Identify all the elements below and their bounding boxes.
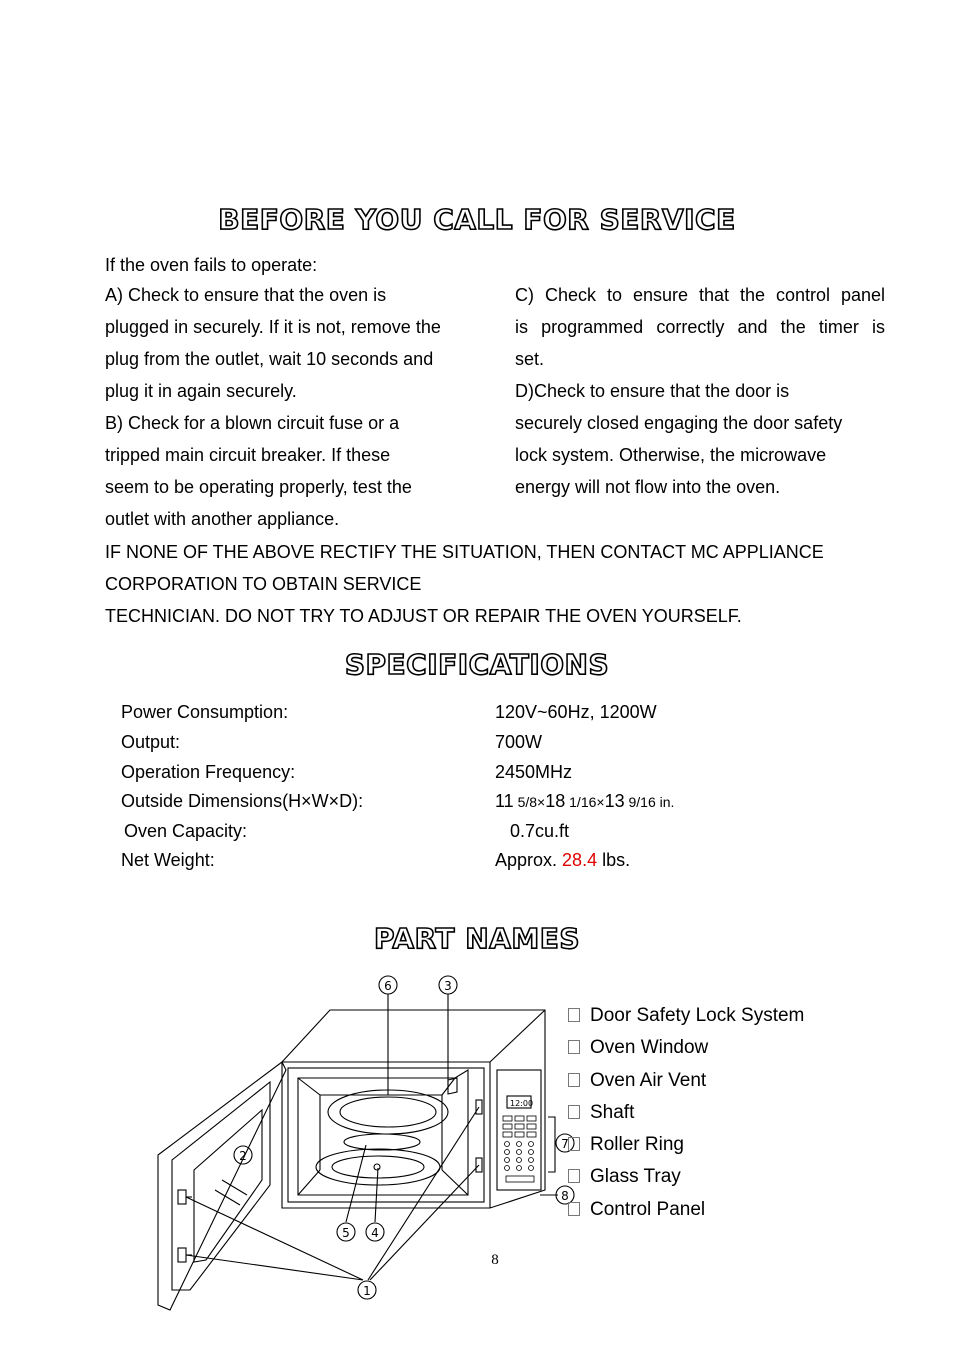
legend-item: [568, 1161, 804, 1193]
panel-display: 12:00: [510, 1099, 534, 1108]
service-left-line: tripped main circuit breaker. If these: [105, 445, 391, 465]
service-right-line: lock system. Otherwise, the microwave: [515, 445, 827, 465]
service-left-line: plug from the outlet, wait 10 seconds and: [105, 349, 434, 369]
specs-title: SPECIFICATIONS: [344, 648, 610, 681]
dimension-depth-fraction: 9/16 in.: [624, 794, 675, 810]
svg-text:6: 6: [384, 979, 392, 993]
spec-label: Net Weight:: [121, 850, 215, 870]
spec-value-weight: [495, 850, 630, 871]
service-footer-line: CORPORATION TO OBTAIN SERVICE: [105, 574, 422, 594]
spec-value: 2450MHz: [495, 762, 573, 782]
spec-value: 0.7cu.ft: [510, 821, 570, 841]
legend-item: [568, 1194, 804, 1226]
service-left-line: plug it in again securely.: [105, 381, 297, 401]
legend-item: [568, 1065, 804, 1097]
legend-label: Door Safety Lock System: [590, 1005, 805, 1026]
service-left-line: B) Check for a blown circuit fuse or a: [105, 413, 400, 433]
service-left-line: plugged in securely. If it is not, remove the: [105, 317, 441, 337]
checkbox-icon: [568, 1137, 580, 1151]
svg-text:3: 3: [444, 979, 452, 993]
spec-label: Operation Frequency:: [121, 762, 296, 782]
service-title: BEFORE YOU CALL FOR SERVICE: [218, 203, 736, 236]
checkbox-icon: [568, 1105, 580, 1119]
svg-text:1: 1: [363, 1284, 371, 1298]
callout-6: [379, 976, 397, 994]
service-right-line: C) Check to ensure that the control panel: [515, 285, 885, 305]
svg-text:2: 2: [239, 1149, 247, 1163]
dimension-width-fraction: 1/16×: [565, 794, 605, 810]
page-number: 8: [491, 1252, 499, 1268]
checkbox-icon: [568, 1073, 580, 1087]
weight-suffix: lbs.: [597, 850, 631, 870]
dimension-height: 11: [495, 791, 514, 811]
service-footer-line: TECHNICIAN. DO NOT TRY TO ADJUST OR REPAIR THE OVEN YOURSELF.: [105, 606, 742, 626]
service-right-line: securely closed engaging the door safety: [515, 413, 843, 433]
legend-label: Roller Ring: [590, 1134, 684, 1156]
spec-label: Oven Capacity:: [124, 821, 248, 841]
svg-text:7: 7: [561, 1137, 569, 1151]
callout-1: [358, 1281, 376, 1299]
service-right-line: energy will not flow into the oven.: [515, 477, 781, 497]
legend-item: [568, 1097, 804, 1129]
legend-label: Shaft: [590, 1101, 635, 1123]
callout-2: [234, 1146, 252, 1164]
legend-label: Oven Window: [590, 1037, 709, 1059]
service-right-line: set.: [515, 349, 545, 369]
legend-label: Oven Air Vent: [590, 1069, 707, 1091]
spec-label: Outside Dimensions(H×W×D):: [121, 791, 364, 811]
legend-label: Control Panel: [590, 1198, 706, 1220]
svg-text:5: 5: [342, 1226, 350, 1240]
spec-label: Power Consumption:: [121, 702, 289, 722]
service-right-line: is programmed correctly and the timer is: [515, 317, 885, 337]
service-footer-line: IF NONE OF THE ABOVE RECTIFY THE SITUATION, THEN CONTACT MC APPLIANCE: [105, 542, 824, 562]
svg-text:4: 4: [371, 1226, 379, 1240]
dimension-width: 18: [545, 791, 566, 811]
legend-item: [568, 1032, 804, 1064]
weight-highlight: 28.4: [562, 850, 598, 870]
svg-text:8: 8: [561, 1189, 569, 1203]
service-left-line: A) Check to ensure that the oven is: [105, 285, 387, 305]
dimension-depth: 13: [604, 791, 625, 811]
service-left-line: outlet with another appliance.: [105, 509, 340, 529]
weight-prefix: Approx.: [495, 850, 563, 870]
service-right-line: D)Check to ensure that the door is: [515, 381, 790, 401]
spec-value: 700W: [495, 732, 543, 752]
spec-value-dimensions: [495, 791, 674, 812]
legend-item: [568, 1000, 804, 1032]
checkbox-icon: [568, 1169, 580, 1183]
checkbox-icon: [568, 1202, 580, 1216]
parts-title: PART NAMES: [373, 922, 581, 955]
callout-5: [337, 1223, 355, 1241]
parts-legend: [568, 1000, 804, 1226]
callout-4: [366, 1223, 384, 1241]
service-left-line: seem to be operating properly, test the: [105, 477, 412, 497]
legend-item: [568, 1129, 804, 1161]
spec-value: 120V~60Hz, 1200W: [495, 702, 657, 722]
checkbox-icon: [568, 1008, 580, 1022]
callout-3: [439, 976, 457, 994]
checkbox-icon: [568, 1040, 580, 1054]
dimension-height-fraction: 5/8×: [513, 794, 546, 810]
spec-label: Output:: [121, 732, 181, 752]
service-intro: If the oven fails to operate:: [105, 255, 318, 275]
legend-label: Glass Tray: [590, 1166, 681, 1188]
